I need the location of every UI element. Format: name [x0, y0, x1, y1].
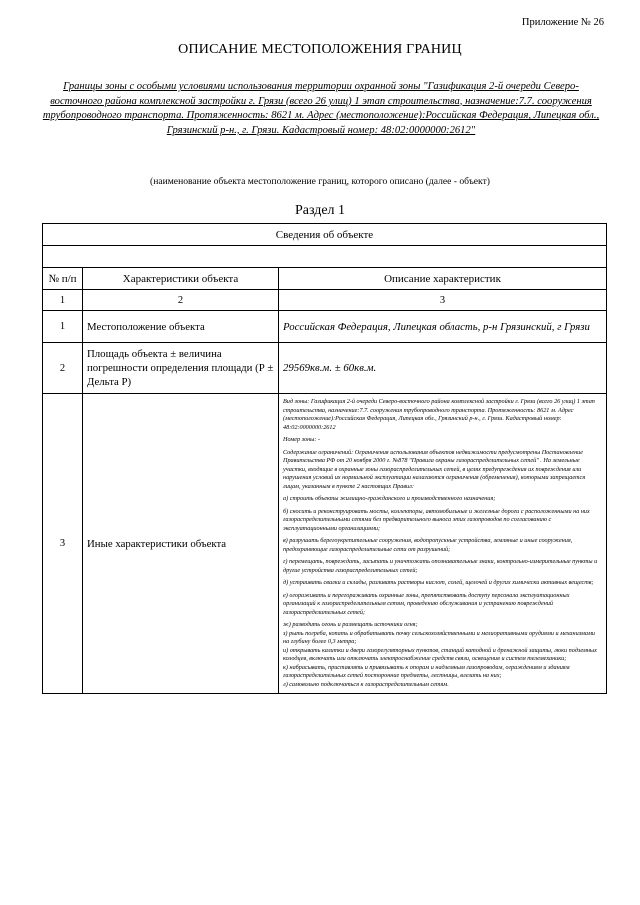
section-title: Раздел 1	[294, 203, 346, 218]
table-row	[43, 343, 607, 394]
row-label: Местоположение объекта	[83, 311, 279, 343]
row-label: Иные характеристики объекта	[83, 394, 279, 694]
paragraph: ж) разводить огонь и размещать источники огня;	[283, 621, 418, 628]
appendix-label: Приложение № 26	[521, 17, 604, 28]
paragraph: к) набрасывать, приставлять и привязывать к опорам и надземным газопроводам, ограждениям и зданиям газораспределительных сетей посторонние предметы, лестницы, влезать на них;	[283, 663, 570, 679]
other-characteristics-text	[279, 394, 607, 694]
col-number-3: 3	[279, 290, 607, 311]
zone-description: Границы зоны с особыми условиями использования территории охранной зоны "Газификация 2-й очереди Северо-восточного района комплексной застройки г. Грязи (всего 26 улиц) 1 этап строительства, назначение:7.7. сооружения трубопроводного транспорта. Протяженность: 8621 м. Адрес (местоположение):Российская Федерация, Липецкая обл., Грязинский р-н., г. Грязи. Кадастровый номер: 48:02:0000000:2612"	[42, 81, 600, 136]
paragraph: г) перемещать, повреждать, засыпать и уничтожать опознавательные знаки, контрольно-измерительные пункты и другие устройства газораспределительных сетей;	[283, 558, 598, 574]
paragraph: е) огораживать и перегораживать охранные зоны, препятствовать доступу персонала эксплуатационных организаций к газораспределительным сетям, проведению обслуживания и устранению повреждений газораспределительных сетей;	[283, 591, 570, 616]
paragraph: б) сносить и реконструировать мосты, коллекторы, автомобильные и железные дороги с расположенными на них газораспределительными сетями без предварительного выноса этих газопроводов по согласованию с эксплуатационными организациями;	[283, 507, 590, 532]
empty-row	[43, 246, 607, 268]
table-title: Сведения об объекте	[43, 224, 607, 246]
paragraph: з) рыть погреба, копать и обрабатывать почву сельскохозяйственными и мелиоративными орудиями и механизмами на глубину более 0,3 метра;	[283, 629, 596, 645]
col-number-2: 2	[83, 290, 279, 311]
document-title: ОПИСАНИЕ МЕСТОПОЛОЖЕНИЯ ГРАНИЦ	[178, 42, 462, 57]
paragraph: д) устраивать свалки и склады, разливать растворы кислот, солей, щелочей и других химически активных веществ;	[283, 579, 594, 586]
paragraph: в) разрушать берегоукрепительные сооружения, водопропускные устройства, земляные и иные сооружения, предохраняющие газораспределительные сети от разрушений;	[283, 537, 573, 553]
object-info-table	[42, 223, 607, 694]
col-header-num: № п/п	[43, 268, 83, 290]
row-number: 3	[43, 394, 83, 694]
paragraph: Вид зоны: Газификация 2-й очереди Северо-восточного района комплексной застройки г. Грязи (всего 26 улиц) 1 этап строительства, назначение:7.7. сооружения трубопроводного транспорта. Протяженность: 8621 м. Адрес (местоположение):Российская Федерация, Липецкая обл., Грязинский р-н., г. Грязи. Кадастровый номер: 48:02:0000000:2612	[283, 398, 595, 431]
row-number: 1	[43, 311, 83, 343]
row-value: Российская Федерация, Липецкая область, р-н Грязинский, г Грязи	[279, 311, 607, 343]
row-value: 29569кв.м. ± 60кв.м.	[279, 343, 607, 394]
paragraph: Содержание ограничений: Ограничения использования объектов недвижимости предусмотрены Постановление Правительства РФ от 20 ноября 2000 г. №878 "Правила охраны газораспределительных сетей" . На земельные участки, входящие в охранные зоны газораспределительных сетей, в целях предупреждения их повреждения или нарушения условий их нормальной эксплуатации налагаются ограничения (обременения), которыми запрещается лицам, указанным в пункте 2 настоящих Правил:	[283, 448, 586, 490]
col-header-description: Описание характеристик	[279, 268, 607, 290]
col-number-1: 1	[43, 290, 83, 311]
table-row	[43, 311, 607, 343]
paragraph: л) самовольно подключаться к газораспределительным сетям.	[283, 680, 449, 688]
table-row	[43, 394, 607, 694]
row-number: 2	[43, 343, 83, 394]
paragraph: Номер зоны: -	[283, 436, 321, 443]
object-caption: (наименование объекта местоположение границ, которого описано (далее - объект)	[150, 176, 490, 187]
row-label: Площадь объекта ± величина погрешности определения площади (Р ± Дельта Р)	[83, 343, 279, 394]
paragraph: и) открывать калитки и двери газорегуляторных пунктов, станций катодной и дренажной защиты, люки подземных колодцев, включать или отключать электроснабжение средств связи, освещения и систем телемеханики;	[283, 646, 597, 662]
paragraph: а) строить объекты жилищно-гражданского и производственного назначения;	[283, 495, 496, 502]
col-header-characteristic: Характеристики объекта	[83, 268, 279, 290]
